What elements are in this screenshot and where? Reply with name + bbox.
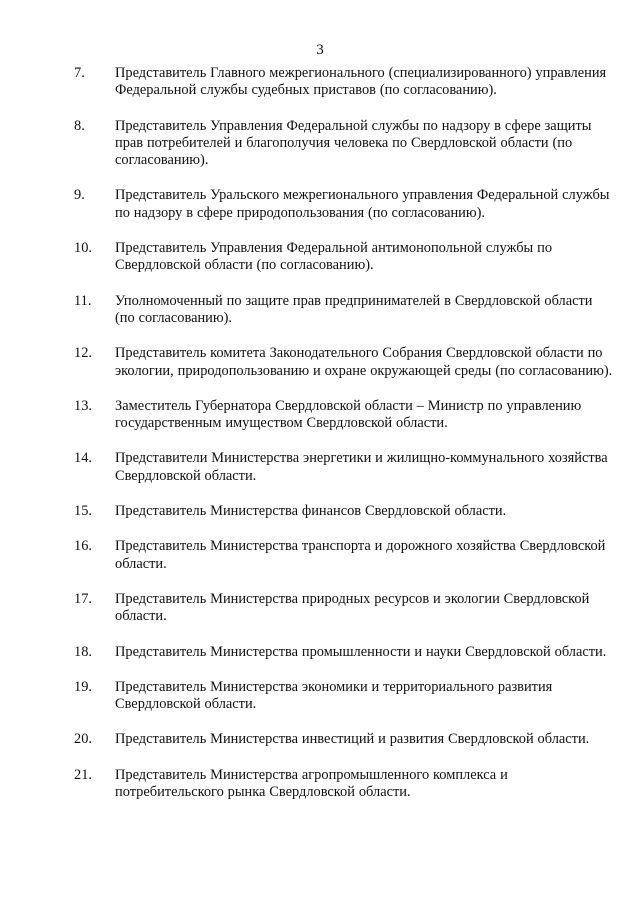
item-text: Представитель Министерства финансов Свердловской области. — [115, 503, 507, 520]
list-item — [74, 65, 614, 100]
list-item — [74, 118, 614, 170]
list-item — [74, 591, 614, 626]
item-number: 9. — [74, 187, 85, 204]
item-text: Представитель Министерства промышленности и науки Свердловской области. — [115, 643, 607, 660]
item-text: Представитель Министерства агропромышленного комплекса и потребительского рынка Свердловской области. — [115, 766, 508, 801]
item-text: Представитель Министерства природных ресурсов и экологии Свердловской области. — [115, 590, 590, 625]
list-item — [74, 240, 614, 275]
item-text: Представитель комитета Законодательного Собрания Свердловской области по экологии, природопользованию и охране окружающей среды (по согласованию). — [115, 345, 613, 379]
item-number: 15. — [74, 503, 92, 520]
item-number: 12. — [74, 345, 92, 362]
item-number: 21. — [74, 766, 92, 783]
item-number: 7. — [74, 65, 85, 81]
list-item — [74, 679, 614, 714]
item-number: 8. — [74, 117, 85, 134]
item-number: 14. — [74, 450, 92, 467]
item-number: 20. — [74, 731, 92, 748]
list-item — [74, 187, 614, 222]
list-item — [74, 293, 614, 328]
item-text: Представитель Уральского межрегионального управления Федеральной службы по надзору в сфере природопользования (по согласованию). — [115, 187, 610, 221]
member-list — [74, 65, 614, 819]
item-text: Представители Министерства энергетики и жилищно-коммунального хозяйства Свердловской области. — [115, 450, 608, 484]
item-text: Представитель Министерства транспорта и дорожного хозяйства Свердловской области. — [115, 538, 606, 572]
item-number: 13. — [74, 397, 92, 414]
list-item — [74, 767, 614, 802]
page-number: 3 — [316, 42, 324, 58]
item-text: Заместитель Губернатора Свердловской области – Министр по управлению государственным имуществом Свердловской области. — [115, 397, 582, 432]
list-item — [74, 644, 614, 661]
item-text: Представитель Управления Федеральной антимонопольной службы по Свердловской области (по согласованию). — [115, 240, 553, 274]
item-number: 16. — [74, 538, 92, 555]
list-item — [74, 345, 614, 380]
item-number: 19. — [74, 678, 92, 695]
item-number: 17. — [74, 590, 92, 607]
item-text: Представитель Управления Федеральной службы по надзору в сфере защиты прав потребителей и благополучия человека по Свердловской области (по согласованию). — [115, 117, 592, 169]
list-item — [74, 450, 614, 485]
item-text: Представитель Министерства инвестиций и развития Свердловской области. — [115, 731, 590, 748]
item-number: 11. — [74, 292, 92, 309]
item-text: Представитель Главного межрегионального (специализированного) управления Федеральной службы судебных приставов (по согласованию). — [115, 65, 607, 99]
item-number: 10. — [74, 240, 92, 257]
list-item — [74, 503, 614, 520]
item-number: 18. — [74, 643, 92, 660]
list-item — [74, 398, 614, 433]
list-item — [74, 538, 614, 573]
list-item — [74, 731, 614, 748]
item-text: Уполномоченный по защите прав предпринимателей в Свердловской области (по согласованию). — [115, 292, 593, 326]
item-text: Представитель Министерства экономики и территориального развития Свердловской области. — [115, 678, 553, 713]
